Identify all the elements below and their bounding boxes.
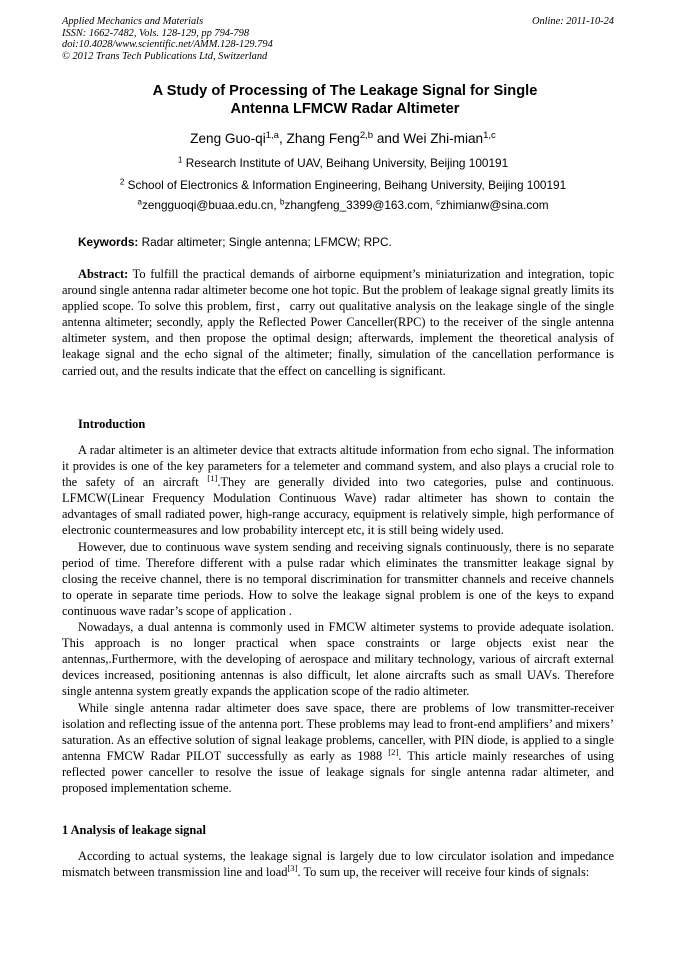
citation: [3] <box>287 863 298 874</box>
abstract <box>62 266 614 379</box>
email-marker: b <box>279 197 285 207</box>
paragraph-text: A radar altimeter is an altimeter device that extracts altitude information from echo signal. The information it provides is one of the key parameters for a telemeter and command system, and also plays a crucial role to the safety of an aircraft <box>62 443 614 490</box>
journal-header <box>62 16 273 62</box>
affiliation-text: Research Institute of UAV, Beihang University, Beijing 100191 <box>182 156 509 170</box>
author-3-affil: 1,c <box>483 129 496 141</box>
paragraph-text: .They are generally divided into two categories, pulse and continuous. LFMCW(Linear Frequency Modulation Continuous Wave) radar altimeter has shown to contain the advantages of small radiated power, high-range accuracy, equipment is relatively simple, high performance of electronic countermeasures and low probability intercept etc, it is still being widely used. <box>62 475 614 538</box>
keywords <box>78 235 392 250</box>
title-line-2: Antenna LFMCW Radar Altimeter <box>230 101 460 117</box>
paper-title <box>90 82 600 118</box>
paragraph-text: While single antenna radar altimeter does save space, there are problems of low transmitter-receiver isolation and reflecting issue of the antenna port. These problems may lead to front-end amplifiers’ and mixers’ saturation. As an effective solution of signal leakage problems, canceller, with PIN diode, is applied to a single antenna FMCW Radar PILOT successfully as early as 1988 <box>62 700 614 763</box>
citation: [1] <box>207 473 218 484</box>
introduction-heading: Introduction <box>78 417 146 431</box>
intro-paragraph-4 <box>62 700 614 797</box>
copyright-line: © 2012 Trans Tech Publications Ltd, Switzerland <box>62 50 268 62</box>
paragraph-text: . This article mainly researches of using reflected power canceller to resolve the issue of leakage signals for single antenna radar altimeter, and proposed implementation scheme. <box>62 748 614 795</box>
author-1-affil: 1,a <box>265 129 279 141</box>
author-emails <box>60 198 626 213</box>
section-1-body <box>62 848 614 880</box>
intro-paragraph-3: Nowadays, a dual antenna is commonly used in FMCW altimeter systems to provide adequate isolation. This approach is no longer practical when space constraints or large objects exist near the antennas,.Furthermore, with the developing of aerospace and military technology, various of aircraft external devices increased, positioning antennas is also difficult, let alone aircrafts such as small UAVs. Therefore single antenna system greatly expands the application scope of the radio altimeter. <box>62 620 614 699</box>
citation: [2] <box>388 747 399 758</box>
email-c: zhimianw@sina.com <box>440 198 549 212</box>
affiliation-text: School of Electronics & Information Engineering, Beihang University, Beijing 100191 <box>124 178 567 192</box>
introduction-body <box>62 442 614 796</box>
author-separator: , <box>278 131 287 146</box>
email-b: zhangfeng_3399@163.com, <box>284 198 437 212</box>
affiliation-1 <box>60 156 626 171</box>
email-marker: a <box>137 197 142 207</box>
email-marker: c <box>436 197 441 207</box>
author-3: Wei Zhi-mian <box>403 131 484 146</box>
affiliation-number: 1 <box>177 155 183 165</box>
author-separator: and <box>373 131 404 146</box>
paragraph-text: . To sum up, the receiver will receive four kinds of signals: <box>297 865 590 880</box>
abstract-text: To fulfill the practical demands of airborne equipment’s miniaturization and integration, topic around single antenna radar altimeter become one hot topic. But the problem of leakage signal greatly limits its applied scope. To solve this problem, first，carry out qualitative analysis on the leakage single of the single antenna altimeter; secondly, apply the Reflected Power Canceller(RPC) to the receiver of the single antenna altimeter system, and then propose the optimal design; afterwards, implement the theoretical analysis of leakage signal and the echo signal of the altimeter; finally, simulation of the cancellation performance is carried out, and the results indicate that the effect on cancelling is significant. <box>62 267 614 378</box>
intro-paragraph-2: However, due to continuous wave system sending and receiving signals continuously, there is no separate period of time. Therefore different with a pulse radar which eliminates the transmitter leakage signal by closing the receive channel, there is no temporal discrimination for transmitter channels and receive channels to operate in separate time periods. How to solve the leakage signal problem is one of the keys to expand continuous wave radar’s scope of application . <box>62 539 614 618</box>
affiliation-number: 2 <box>119 177 125 187</box>
author-2-affil: 2,b <box>359 129 374 141</box>
abstract-label: Abstract: <box>78 267 129 281</box>
issn-line: ISSN: 1662-7482, Vols. 128-129, pp 794-798 <box>62 27 250 39</box>
section-1-paragraph-1 <box>62 848 614 880</box>
section-1-heading: 1 Analysis of leakage signal <box>62 823 206 837</box>
author-1: Zeng Guo-qi <box>190 131 266 146</box>
paragraph-text: According to actual systems, the leakage signal is largely due to low circulator isolation and impedance mismatch between transmission line and load <box>62 849 614 880</box>
intro-paragraph-1 <box>62 442 614 539</box>
keywords-text: Radar altimeter; Single antenna; LFMCW; RPC. <box>138 235 392 249</box>
author-2: Zhang Feng <box>286 131 360 146</box>
email-a: zengguoqi@buaa.edu.cn, <box>141 198 280 212</box>
title-line-1: A Study of Processing of The Leakage Signal for Single <box>152 83 538 99</box>
author-list <box>60 130 626 148</box>
journal-name: Applied Mechanics and Materials <box>62 16 204 27</box>
keywords-label: Keywords: <box>78 235 139 249</box>
doi-line: doi:10.4028/www.scientific.net/AMM.128-129.794 <box>62 39 273 50</box>
online-date: Online: 2011-10-24 <box>531 16 614 27</box>
affiliation-2 <box>60 178 626 193</box>
